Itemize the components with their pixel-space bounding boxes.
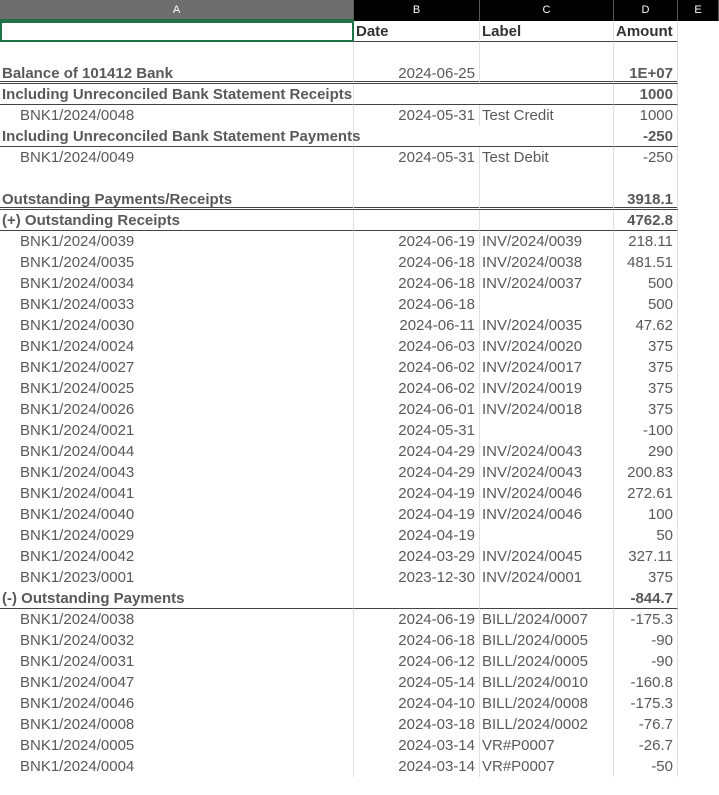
row-label[interactable] — [480, 420, 614, 441]
table-row — [0, 399, 719, 420]
empty-cell[interactable] — [678, 651, 719, 672]
unreconciled-payments-label[interactable]: Including Unreconciled Bank Statement Payments — [2, 128, 361, 145]
row-reference[interactable]: BNK1/2024/0040 — [0, 504, 354, 525]
row-reference[interactable]: BNK1/2024/0044 — [0, 441, 354, 462]
table-row — [0, 546, 719, 567]
row-label[interactable]: BILL/2024/0002 — [480, 714, 614, 735]
empty-cell[interactable] — [678, 336, 719, 357]
table-row — [0, 336, 719, 357]
column-header-d[interactable]: D — [614, 0, 678, 21]
row-amount[interactable]: -160.8 — [614, 672, 678, 693]
row-amount[interactable]: 500 — [614, 294, 678, 315]
row-amount[interactable]: -76.7 — [614, 714, 678, 735]
row-date[interactable]: 2024-04-19 — [354, 525, 480, 546]
header-date[interactable]: Date — [354, 21, 480, 42]
row-label[interactable]: INV/2024/0020 — [480, 336, 614, 357]
row-amount[interactable]: 481.51 — [614, 252, 678, 273]
row-amount[interactable]: 375 — [614, 378, 678, 399]
row-reference[interactable]: BNK1/2023/0001 — [0, 567, 354, 588]
row-label[interactable]: Test Credit — [480, 105, 614, 126]
row-reference[interactable]: BNK1/2024/0030 — [0, 315, 354, 336]
row-label[interactable]: INV/2024/0039 — [480, 231, 614, 252]
row-label[interactable]: BILL/2024/0007 — [480, 609, 614, 630]
outstanding-payments-row — [0, 588, 719, 609]
empty-cell[interactable] — [678, 420, 719, 441]
row-date[interactable]: 2024-03-18 — [354, 714, 480, 735]
row-amount[interactable]: 375 — [614, 336, 678, 357]
unreconciled-receipts-label[interactable]: Including Unreconciled Bank Statement Receipts — [2, 86, 353, 103]
row-date[interactable]: 2024-04-29 — [354, 441, 480, 462]
row-amount[interactable]: -50 — [614, 756, 678, 777]
row-label[interactable]: INV/2024/0043 — [480, 441, 614, 462]
row-reference[interactable]: BNK1/2024/0038 — [0, 609, 354, 630]
empty-cell[interactable] — [678, 378, 719, 399]
header-row — [0, 21, 719, 42]
row-date[interactable]: 2024-06-01 — [354, 399, 480, 420]
row-reference[interactable]: BNK1/2024/0048 — [0, 105, 354, 126]
empty-cell[interactable] — [678, 462, 719, 483]
header-label[interactable]: Label — [480, 21, 614, 42]
row-amount[interactable]: -100 — [614, 420, 678, 441]
unreconciled-receipts-amount[interactable]: 1000 — [614, 84, 678, 105]
empty-cell[interactable] — [678, 567, 719, 588]
table-row — [0, 105, 719, 126]
row-reference[interactable]: BNK1/2024/0033 — [0, 294, 354, 315]
row-label[interactable]: INV/2024/0046 — [480, 483, 614, 504]
empty-cell[interactable] — [678, 735, 719, 756]
row-label[interactable]: INV/2024/0046 — [480, 504, 614, 525]
row-reference[interactable]: BNK1/2024/0039 — [0, 231, 354, 252]
row-amount[interactable]: 327.11 — [614, 546, 678, 567]
column-header-c[interactable]: C — [480, 0, 614, 21]
outstanding-amount[interactable]: 3918.1 — [614, 189, 678, 210]
empty-cell[interactable] — [678, 630, 719, 651]
outstanding-row — [0, 189, 719, 210]
row-reference[interactable]: BNK1/2024/0031 — [0, 651, 354, 672]
table-row — [0, 420, 719, 441]
row-label[interactable]: VR#P0007 — [480, 756, 614, 777]
empty-cell[interactable] — [678, 399, 719, 420]
empty-cell[interactable] — [678, 525, 719, 546]
table-row — [0, 714, 719, 735]
row-amount[interactable]: -90 — [614, 651, 678, 672]
table-row — [0, 525, 719, 546]
row-label[interactable]: INV/2024/0017 — [480, 357, 614, 378]
empty-cell[interactable] — [678, 693, 719, 714]
table-row — [0, 483, 719, 504]
selected-cell-a1[interactable] — [0, 21, 354, 42]
table-row — [0, 504, 719, 525]
outstanding-receipts-amount[interactable]: 4762.8 — [614, 210, 678, 231]
column-headers — [0, 0, 719, 21]
outstanding-payments-label[interactable]: (-) Outstanding Payments — [0, 588, 354, 609]
empty-cell[interactable] — [678, 273, 719, 294]
row-amount[interactable]: -90 — [614, 630, 678, 651]
column-header-b[interactable]: B — [354, 0, 480, 21]
table-row — [0, 294, 719, 315]
empty-cell[interactable] — [678, 483, 719, 504]
row-date[interactable]: 2024-06-18 — [354, 273, 480, 294]
row-date[interactable]: 2024-06-02 — [354, 378, 480, 399]
row-reference[interactable]: BNK1/2024/0027 — [0, 357, 354, 378]
row-amount[interactable]: -26.7 — [614, 735, 678, 756]
row-date[interactable]: 2024-05-31 — [354, 420, 480, 441]
table-row — [0, 567, 719, 588]
row-amount[interactable]: 290 — [614, 441, 678, 462]
row-reference[interactable]: BNK1/2024/0041 — [0, 483, 354, 504]
row-date[interactable]: 2023-12-30 — [354, 567, 480, 588]
row-amount[interactable]: 500 — [614, 273, 678, 294]
table-row — [0, 378, 719, 399]
row-date[interactable]: 2024-03-14 — [354, 735, 480, 756]
row-reference[interactable]: BNK1/2024/0043 — [0, 462, 354, 483]
row-amount[interactable]: 375 — [614, 399, 678, 420]
table-row — [0, 147, 719, 168]
row-label[interactable]: VR#P0007 — [480, 735, 614, 756]
table-row — [0, 609, 719, 630]
row-amount[interactable]: 375 — [614, 567, 678, 588]
empty-cell[interactable] — [678, 609, 719, 630]
empty-cell[interactable] — [678, 672, 719, 693]
empty-cell[interactable] — [678, 294, 719, 315]
row-date[interactable]: 2024-06-18 — [354, 294, 480, 315]
row-reference[interactable]: BNK1/2024/0049 — [0, 147, 354, 168]
row-amount[interactable]: 100 — [614, 504, 678, 525]
row-date[interactable]: 2024-03-29 — [354, 546, 480, 567]
row-label[interactable]: BILL/2024/0010 — [480, 672, 614, 693]
row-label[interactable]: INV/2024/0001 — [480, 567, 614, 588]
table-row — [0, 441, 719, 462]
row-date[interactable]: 2024-04-29 — [354, 462, 480, 483]
row-amount[interactable]: 200.83 — [614, 462, 678, 483]
row-label[interactable]: Test Debit — [480, 147, 614, 168]
row-date[interactable]: 2024-06-11 — [354, 315, 480, 336]
row-date[interactable]: 2024-04-19 — [354, 483, 480, 504]
blank-row — [0, 42, 719, 63]
row-date[interactable]: 2024-06-19 — [354, 609, 480, 630]
row-reference[interactable]: BNK1/2024/0004 — [0, 756, 354, 777]
row-reference[interactable]: BNK1/2024/0005 — [0, 735, 354, 756]
table-row — [0, 630, 719, 651]
empty-cell[interactable] — [678, 315, 719, 336]
row-amount[interactable]: -175.3 — [614, 609, 678, 630]
row-reference[interactable]: BNK1/2024/0046 — [0, 693, 354, 714]
row-date[interactable]: 2024-03-14 — [354, 756, 480, 777]
row-date[interactable]: 2024-06-03 — [354, 336, 480, 357]
table-row — [0, 735, 719, 756]
row-date[interactable]: 2024-06-19 — [354, 231, 480, 252]
table-row — [0, 756, 719, 777]
balance-amount[interactable]: 1E+07 — [614, 63, 678, 84]
empty-cell[interactable] — [678, 357, 719, 378]
row-date[interactable]: 2024-05-14 — [354, 672, 480, 693]
row-reference[interactable]: BNK1/2024/0026 — [0, 399, 354, 420]
row-date[interactable]: 2024-06-12 — [354, 651, 480, 672]
table-row — [0, 273, 719, 294]
unreconciled-payments-row — [0, 126, 719, 147]
table-row — [0, 357, 719, 378]
balance-row — [0, 63, 719, 84]
row-reference[interactable]: BNK1/2024/0032 — [0, 630, 354, 651]
row-label[interactable]: INV/2024/0035 — [480, 315, 614, 336]
row-reference[interactable]: BNK1/2024/0025 — [0, 378, 354, 399]
row-amount[interactable]: 375 — [614, 357, 678, 378]
row-date[interactable]: 2024-06-18 — [354, 630, 480, 651]
outstanding-label[interactable]: Outstanding Payments/Receipts — [0, 189, 354, 210]
row-amount[interactable]: -250 — [614, 147, 678, 168]
empty-cell[interactable] — [678, 756, 719, 777]
row-reference[interactable]: BNK1/2024/0008 — [0, 714, 354, 735]
balance-date[interactable]: 2024-06-25 — [354, 63, 480, 84]
row-date[interactable]: 2024-04-19 — [354, 504, 480, 525]
row-label[interactable]: INV/2024/0043 — [480, 462, 614, 483]
balance-label[interactable]: Balance of 101412 Bank — [0, 63, 354, 84]
row-amount[interactable]: -175.3 — [614, 693, 678, 714]
outstanding-receipts-row — [0, 210, 719, 231]
column-header-e[interactable]: E — [678, 0, 719, 21]
empty-cell[interactable] — [678, 105, 719, 126]
table-row — [0, 693, 719, 714]
unreconciled-receipts-row — [0, 84, 719, 105]
row-reference[interactable]: BNK1/2024/0024 — [0, 336, 354, 357]
empty-cell[interactable] — [678, 147, 719, 168]
row-date[interactable]: 2024-05-31 — [354, 105, 480, 126]
row-label[interactable]: BILL/2024/0005 — [480, 651, 614, 672]
empty-cell[interactable] — [678, 504, 719, 525]
row-label[interactable]: BILL/2024/0008 — [480, 693, 614, 714]
row-reference[interactable]: BNK1/2024/0035 — [0, 252, 354, 273]
row-label[interactable] — [480, 294, 614, 315]
row-amount[interactable]: 50 — [614, 525, 678, 546]
table-row — [0, 672, 719, 693]
empty-cell[interactable] — [678, 714, 719, 735]
empty-cell[interactable] — [678, 546, 719, 567]
row-reference[interactable]: BNK1/2024/0021 — [0, 420, 354, 441]
row-date[interactable]: 2024-06-02 — [354, 357, 480, 378]
row-label[interactable]: INV/2024/0038 — [480, 252, 614, 273]
row-reference[interactable]: BNK1/2024/0047 — [0, 672, 354, 693]
spreadsheet-grid — [0, 21, 719, 777]
row-reference[interactable]: BNK1/2024/0034 — [0, 273, 354, 294]
row-label[interactable]: INV/2024/0045 — [480, 546, 614, 567]
row-date[interactable]: 2024-05-31 — [354, 147, 480, 168]
row-reference[interactable]: BNK1/2024/0042 — [0, 546, 354, 567]
row-reference[interactable]: BNK1/2024/0029 — [0, 525, 354, 546]
table-row — [0, 315, 719, 336]
table-row — [0, 252, 719, 273]
outstanding-payments-amount[interactable]: -844.7 — [614, 588, 678, 609]
row-amount[interactable]: 47.62 — [614, 315, 678, 336]
blank-row — [0, 168, 719, 189]
empty-cell[interactable] — [678, 252, 719, 273]
unreconciled-payments-amount[interactable]: -250 — [614, 126, 678, 147]
row-label[interactable] — [480, 525, 614, 546]
row-label[interactable]: INV/2024/0018 — [480, 399, 614, 420]
row-label[interactable]: BILL/2024/0005 — [480, 630, 614, 651]
table-row — [0, 651, 719, 672]
row-label[interactable]: INV/2024/0019 — [480, 378, 614, 399]
row-amount[interactable]: 218.11 — [614, 231, 678, 252]
row-date[interactable]: 2024-06-18 — [354, 252, 480, 273]
header-amount[interactable]: Amount — [614, 21, 678, 42]
outstanding-receipts-label[interactable]: (+) Outstanding Receipts — [0, 210, 354, 231]
empty-cell[interactable] — [678, 441, 719, 462]
table-row — [0, 231, 719, 252]
empty-cell[interactable] — [678, 231, 719, 252]
row-label[interactable]: INV/2024/0037 — [480, 273, 614, 294]
row-amount[interactable]: 272.61 — [614, 483, 678, 504]
table-row — [0, 462, 719, 483]
row-date[interactable]: 2024-04-10 — [354, 693, 480, 714]
row-amount[interactable]: 1000 — [614, 105, 678, 126]
column-header-a[interactable]: A — [0, 0, 354, 21]
